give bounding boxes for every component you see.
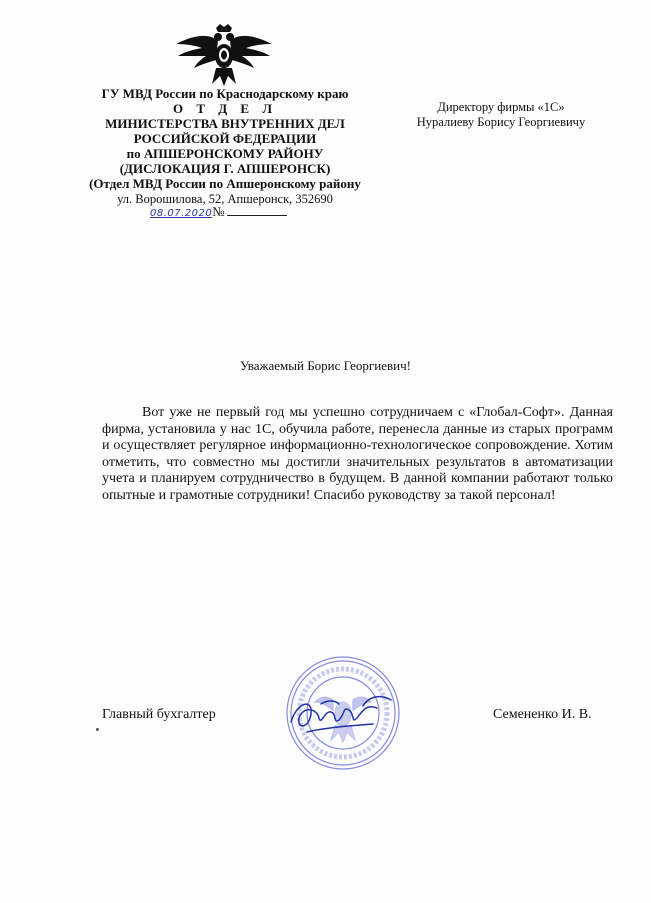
- seal-stamp-icon: [277, 652, 407, 774]
- signatory-title: Главный бухгалтер: [102, 707, 216, 722]
- recipient-name: Нуралиеву Борису Георгиевичу: [416, 115, 586, 129]
- sender-line: (Отдел МВД России по Апшеронскому району: [89, 176, 361, 191]
- sender-line: МИНИСТЕРСТВА ВНУТРЕННИХ ДЕЛ: [105, 116, 345, 131]
- salutation: Уважаемый Борис Георгиевич!: [240, 358, 411, 373]
- sender-line: О Т Д Е Л: [172, 101, 278, 116]
- sender-block: [70, 86, 380, 207]
- handwritten-date: 08.07.2020: [150, 208, 213, 219]
- signatory-name: Семененко И. В.: [493, 707, 592, 722]
- recipient-block: [391, 100, 611, 130]
- margin-dot: [96, 728, 99, 731]
- sender-line: по АПШЕРОНСКОМУ РАЙОНУ: [126, 146, 324, 161]
- number-label: №: [212, 204, 225, 219]
- letter-body: Вот уже не первый год мы успешно сотрудничаем с «Глобал-Софт». Данная фирма, установила у нас 1С, обучила работе, перенесла данные из старых программ и осуществляет регулярное информационно-технологическое сопровождение. Хотим отметить, что совместно мы достигли значительных результатов в автоматизации учета и планируем сотрудничество в будущем. В данной компании работают только опытные и грамотные сотрудники! Спасибо руководству за такой персонал!: [102, 405, 613, 503]
- recipient-position: Директору фирмы «1С»: [437, 100, 565, 114]
- eagle-emblem-icon: [168, 24, 280, 90]
- sender-line: ГУ МВД России по Краснодарскому краю: [101, 86, 349, 101]
- sender-address: ул. Ворошилова, 52, Апшеронск, 352690: [117, 192, 333, 206]
- number-blank-line: [227, 205, 287, 216]
- sender-line: РОССИЙСКОЙ ФЕДЕРАЦИИ: [133, 131, 317, 146]
- date-number-line: [150, 204, 287, 220]
- sender-line: (ДИСЛОКАЦИЯ Г. АПШЕРОНСК): [119, 161, 331, 176]
